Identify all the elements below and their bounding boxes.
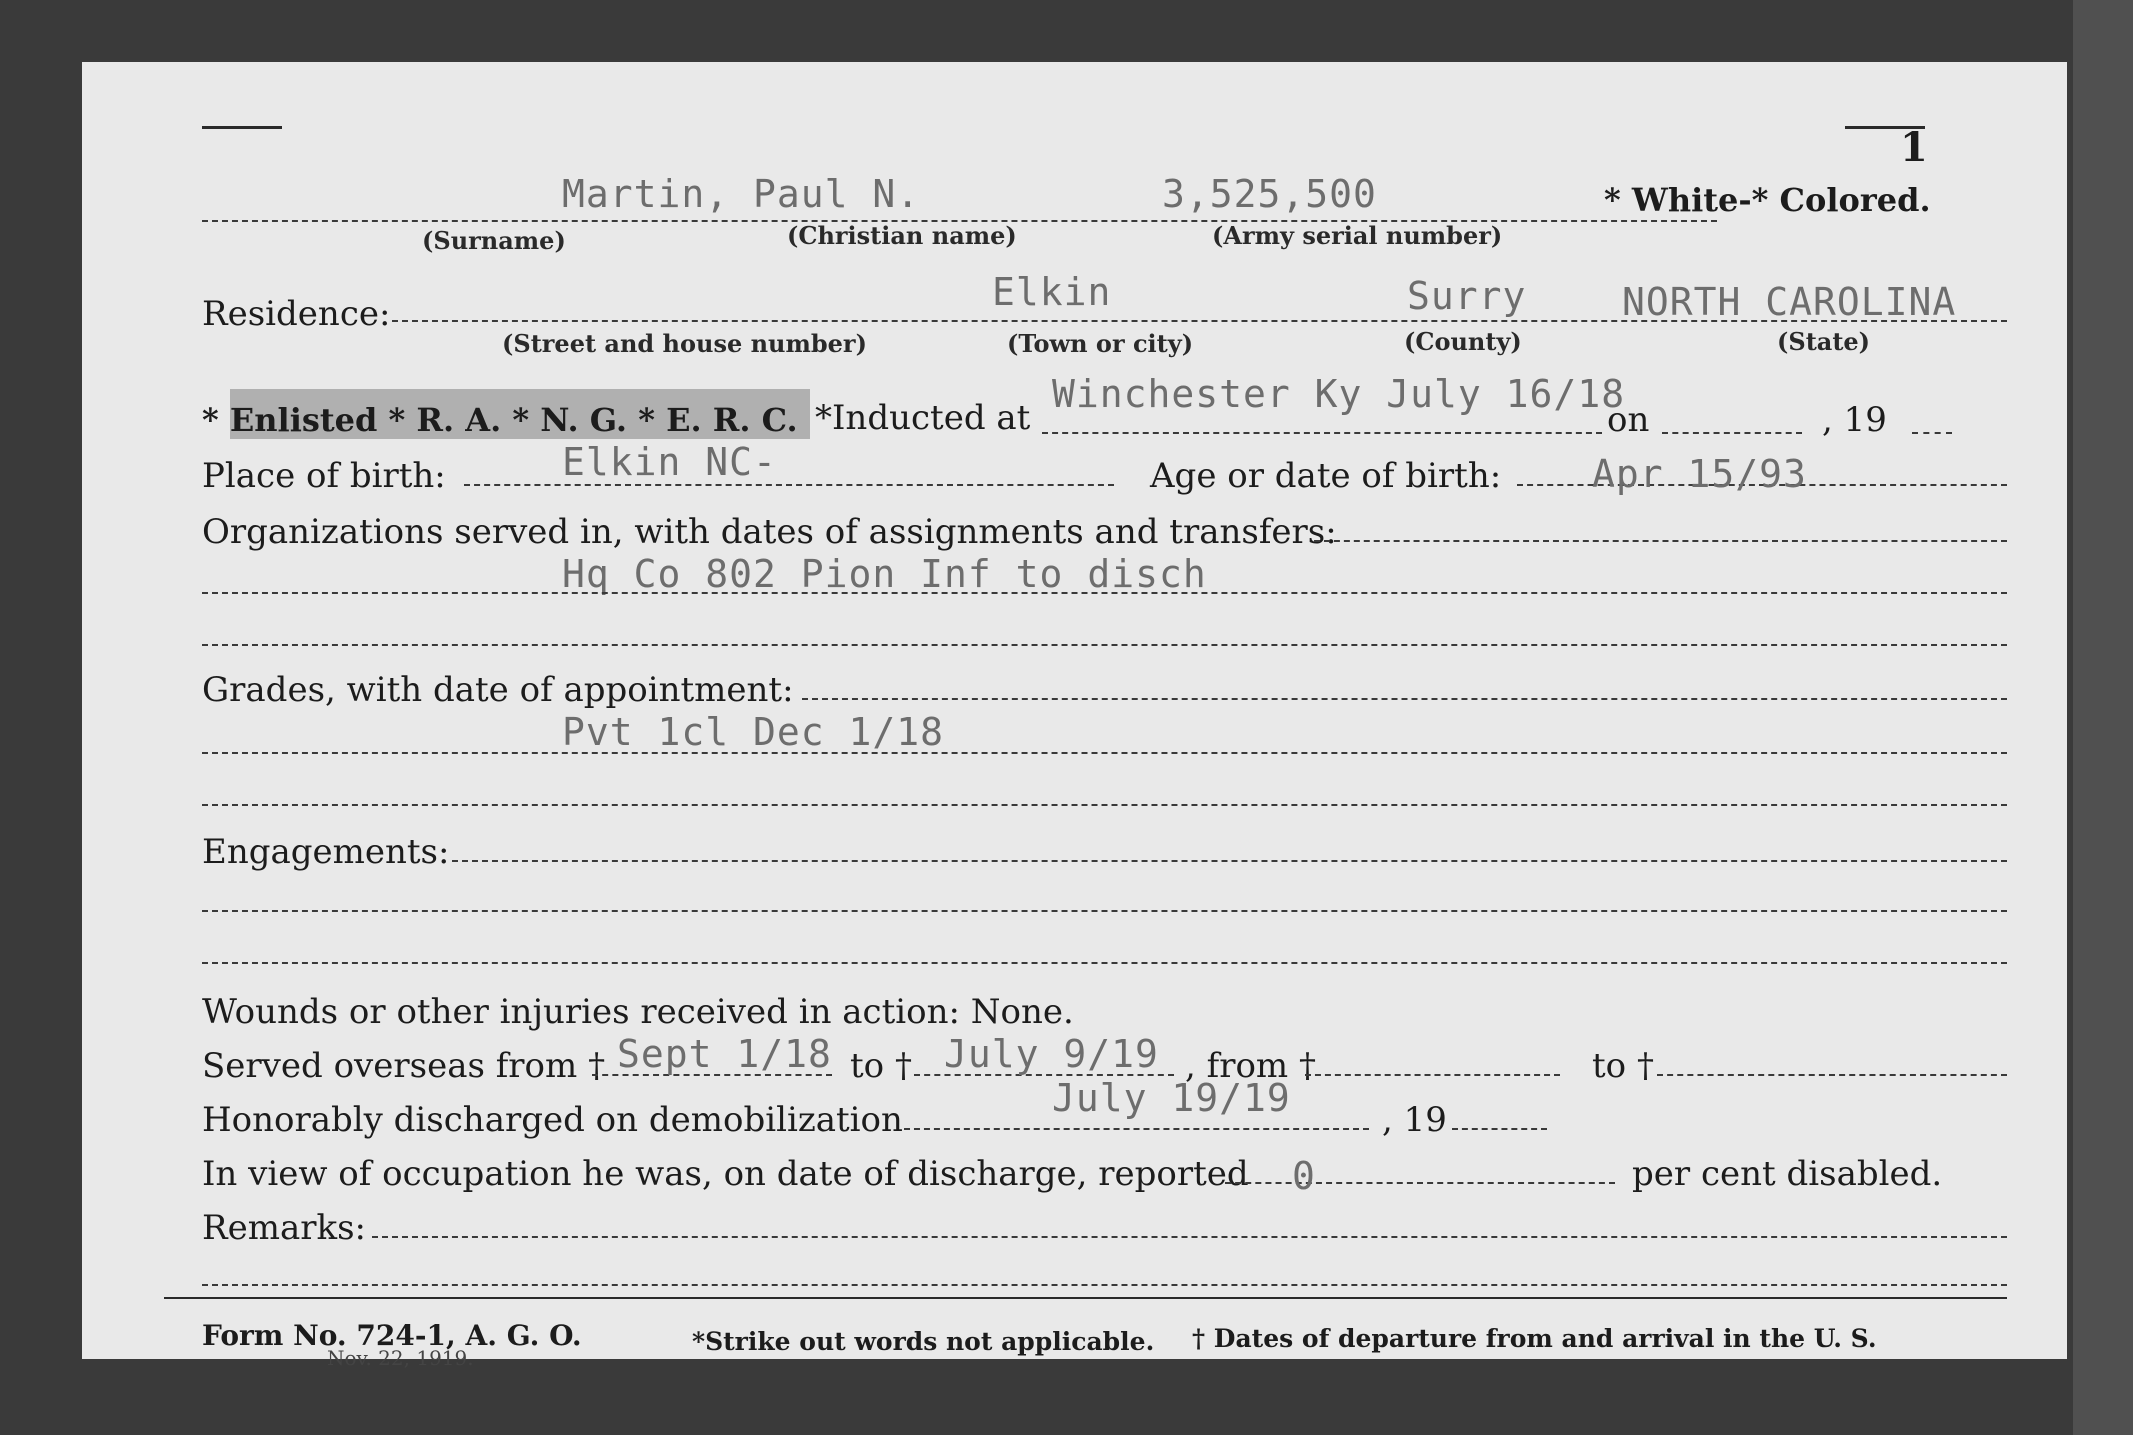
grades-value: Pvt 1cl Dec 1/18 bbox=[562, 710, 945, 754]
to2-line bbox=[1657, 1074, 2007, 1076]
form-date: Nov. 22, 1919. bbox=[327, 1346, 474, 1370]
remarks-line-1 bbox=[372, 1236, 2007, 1238]
surname-label: (Surname) bbox=[422, 226, 566, 255]
age-label: Age or date of birth: bbox=[1150, 456, 1502, 496]
orgs-label: Organizations served in, with dates of assignments and transfers: bbox=[202, 512, 1337, 552]
service-record-card bbox=[82, 62, 2067, 1370]
from-label: , from † bbox=[1185, 1046, 1316, 1086]
engagements-line-3 bbox=[202, 962, 2007, 964]
overseas-to-value: July 9/19 bbox=[944, 1032, 1159, 1076]
grades-line-3 bbox=[202, 804, 2007, 806]
county-label: (County) bbox=[1404, 327, 1522, 356]
engagements-label: Engagements: bbox=[202, 832, 450, 872]
birthplace-value: Elkin NC- bbox=[562, 440, 777, 484]
footnote-strike: *Strike out words not applicable. bbox=[692, 1327, 1155, 1356]
disabled-label: per cent disabled. bbox=[1632, 1154, 1943, 1194]
discharged-label: Honorably discharged on demobilization bbox=[202, 1100, 903, 1140]
inducted-line bbox=[1042, 432, 1602, 434]
serial-value: 3,525,500 bbox=[1162, 172, 1377, 216]
wounds-label: Wounds or other injuries received in action: None. bbox=[202, 992, 1074, 1032]
from-line bbox=[1305, 1074, 1560, 1076]
discharged-line bbox=[904, 1128, 1369, 1130]
overseas-from-value: Sept 1/18 bbox=[617, 1032, 832, 1076]
orgs-line-2 bbox=[202, 592, 2007, 594]
footnote-dates: † Dates of departure from and arrival in the U. S. bbox=[1192, 1324, 1877, 1353]
to-label: to † bbox=[850, 1046, 912, 1086]
inducted-value: Winchester Ky July 16/18 bbox=[1052, 372, 1626, 416]
on-line bbox=[1662, 432, 1802, 434]
birthplace-label: Place of birth: bbox=[202, 456, 446, 496]
christian-label: (Christian name) bbox=[787, 221, 1017, 250]
on-label: on bbox=[1607, 400, 1650, 440]
disabled-line bbox=[1225, 1182, 1615, 1184]
street-label: (Street and house number) bbox=[502, 329, 867, 358]
serial-label: (Army serial number) bbox=[1212, 221, 1503, 250]
remarks-label: Remarks: bbox=[202, 1208, 366, 1248]
remarks-line-2 bbox=[202, 1284, 2007, 1286]
card-number: 1 bbox=[1900, 124, 1928, 171]
town-label: (Town or city) bbox=[1007, 329, 1194, 358]
orgs-line-3 bbox=[202, 644, 2007, 646]
inducted-label: *Inducted at bbox=[815, 398, 1031, 438]
state-label: (State) bbox=[1777, 327, 1871, 356]
occupation-label: In view of occupation he was, on date of discharge, reported bbox=[202, 1154, 1249, 1194]
form-number: Form No. 724-1, A. G. O. bbox=[202, 1319, 582, 1352]
to2-label: to † bbox=[1592, 1046, 1654, 1086]
town-value: Elkin bbox=[992, 270, 1112, 314]
discharged-year: , 19 bbox=[1382, 1100, 1447, 1140]
orgs-value: Hq Co 802 Pion Inf to disch bbox=[562, 552, 1207, 596]
birthplace-line bbox=[464, 484, 1114, 486]
state-value: NORTH CAROLINA bbox=[1622, 280, 1957, 324]
engagements-line-2 bbox=[202, 910, 2007, 912]
race-options: * White-* Colored. bbox=[1604, 181, 1931, 219]
overseas-label: Served overseas from † bbox=[202, 1046, 606, 1086]
residence-label: Residence: bbox=[202, 294, 391, 334]
year-line bbox=[1912, 432, 1952, 434]
discharged-value: July 19/19 bbox=[1052, 1076, 1291, 1120]
enlisted-options: * Enlisted * R. A. * N. G. * E. R. C. bbox=[202, 401, 798, 439]
surname-value: Martin, Paul N. bbox=[562, 172, 921, 216]
top-left-rule bbox=[202, 126, 282, 129]
background-edge bbox=[2073, 0, 2133, 1435]
grades-line-2 bbox=[202, 752, 2007, 754]
engagements-line-1 bbox=[452, 860, 2007, 862]
disabled-value: 0 bbox=[1292, 1154, 1316, 1198]
grades-label: Grades, with date of appointment: bbox=[202, 670, 794, 710]
grades-line-1 bbox=[802, 698, 2007, 700]
footer-rule bbox=[164, 1297, 2007, 1299]
county-value: Surry bbox=[1407, 274, 1527, 318]
age-value: Apr 15/93 bbox=[1592, 452, 1807, 496]
discharged-year-line bbox=[1452, 1128, 1547, 1130]
orgs-line-1 bbox=[1314, 540, 2007, 542]
year-prefix: , 19 bbox=[1822, 400, 1887, 440]
